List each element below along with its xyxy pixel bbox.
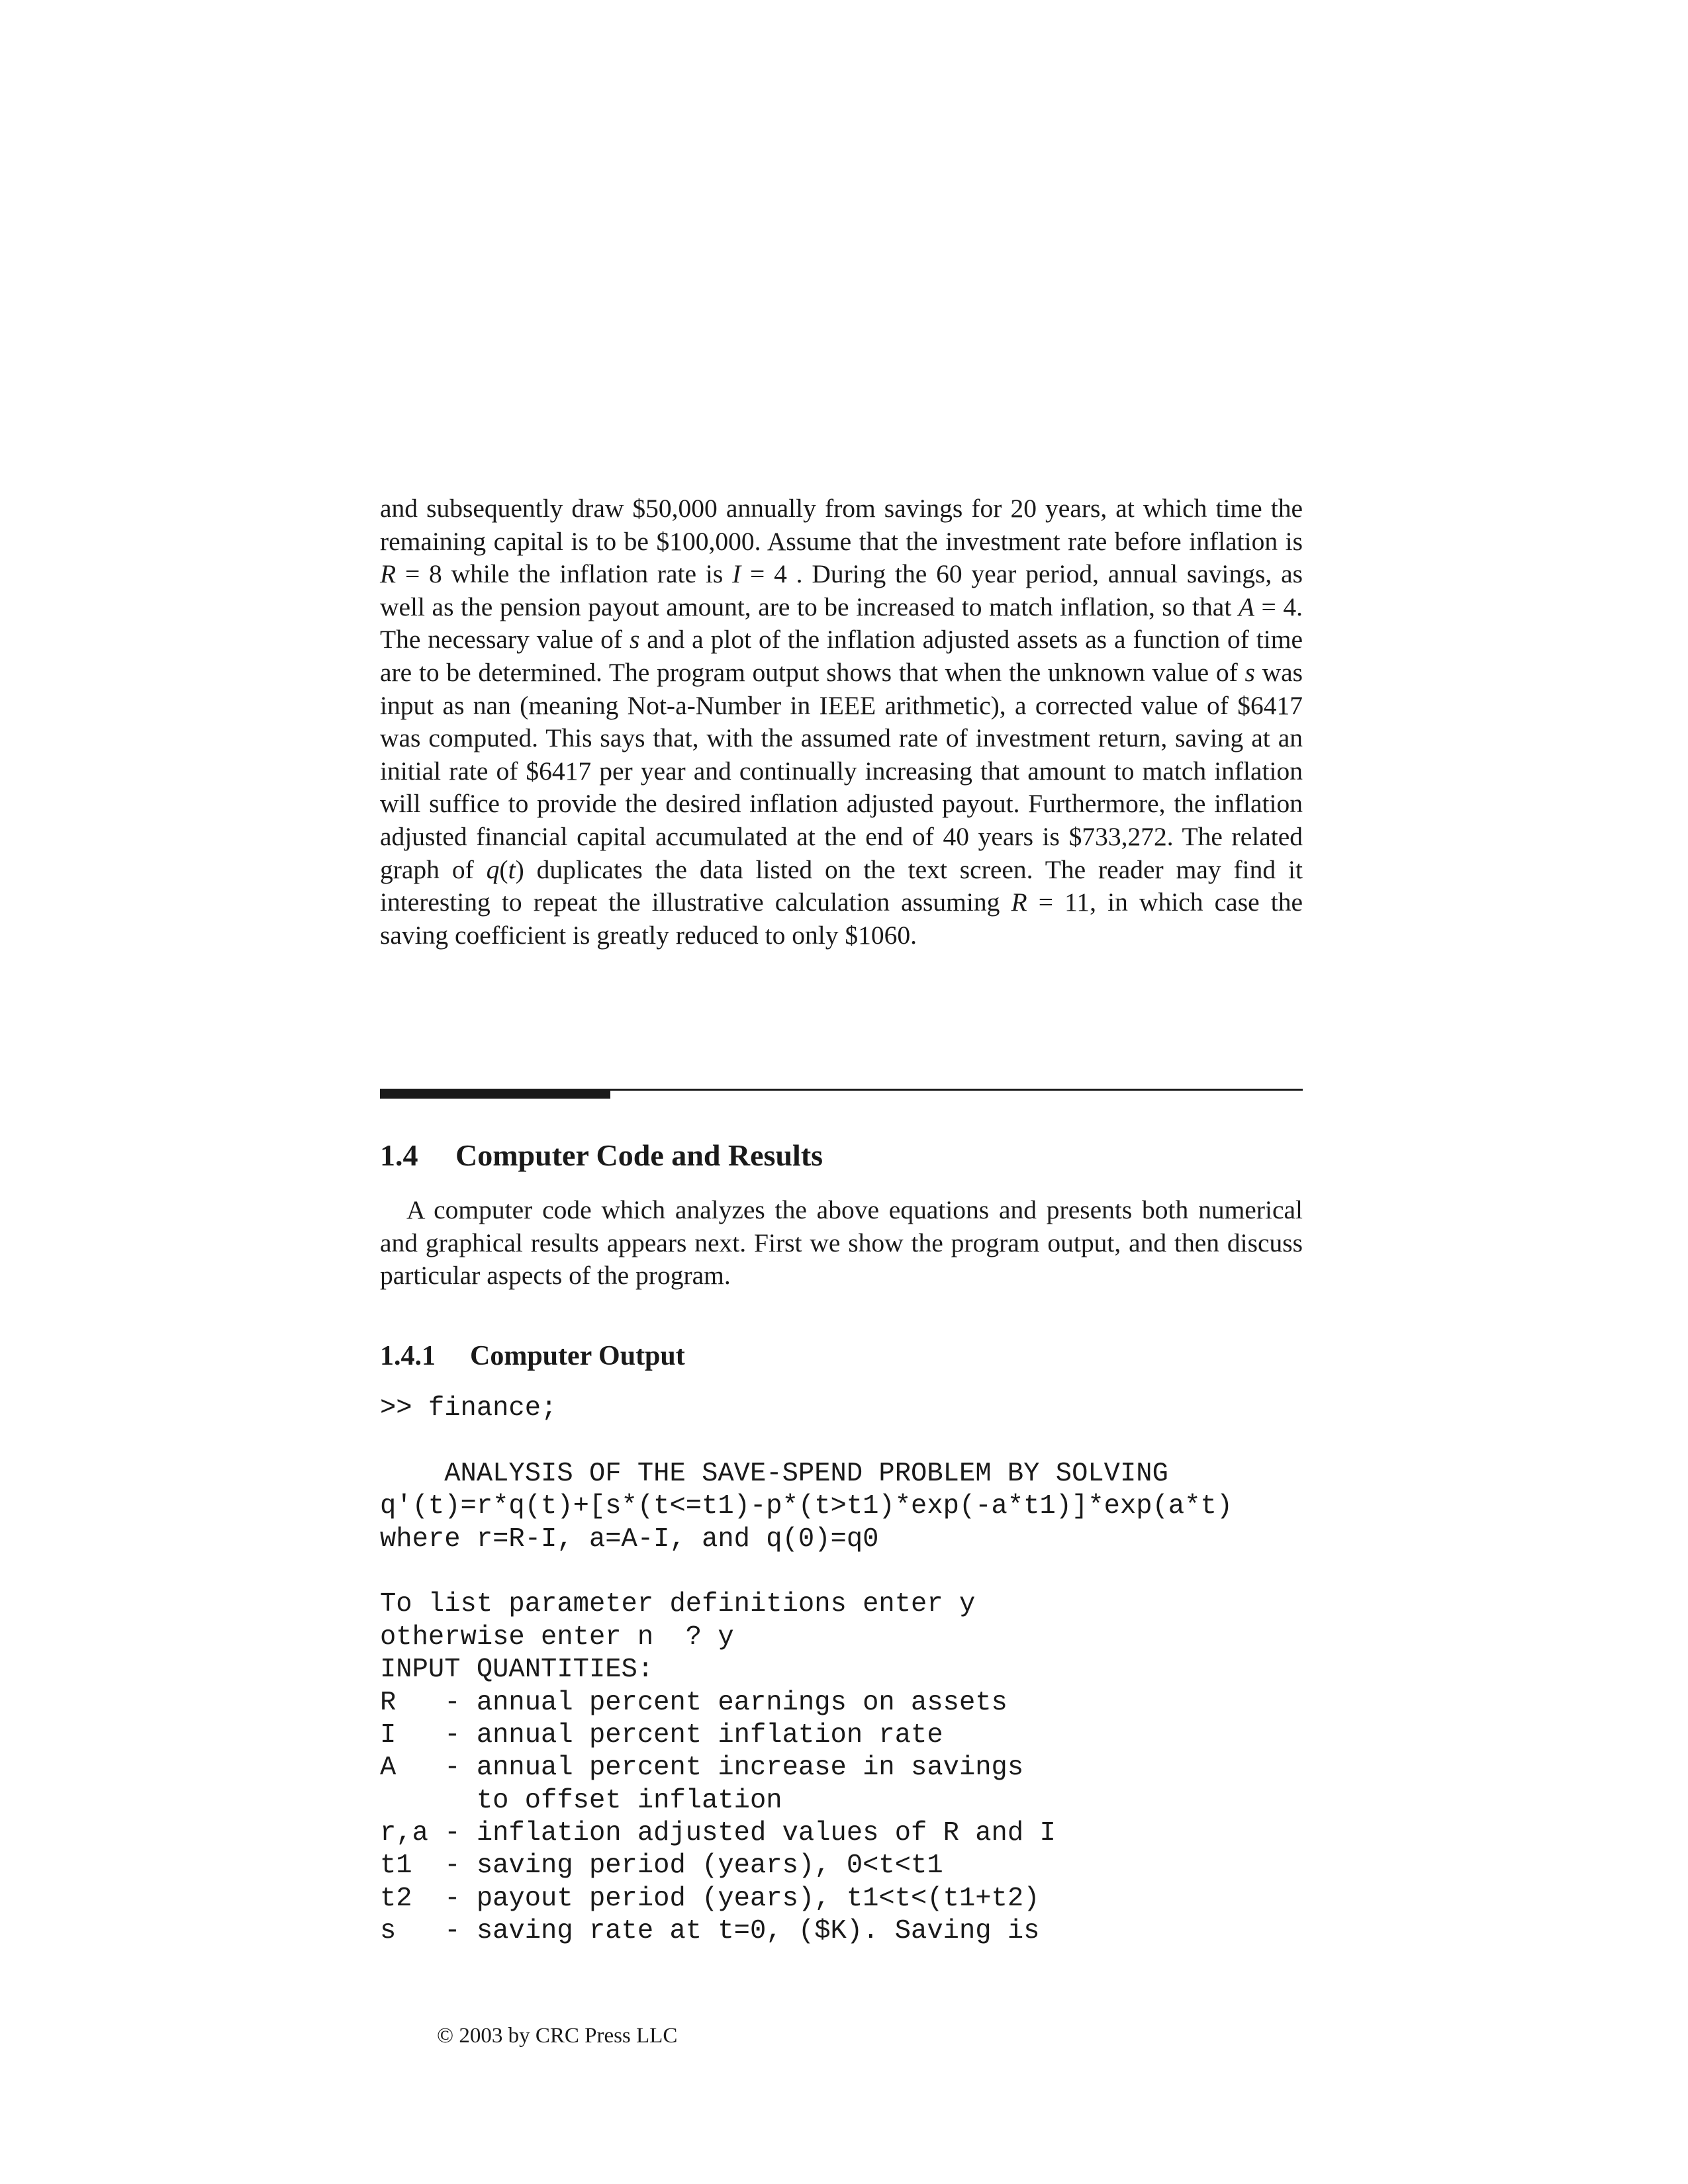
code-line: r,a - inflation adjusted values of R and I: [380, 1818, 1056, 1849]
paragraph-text-run: = 8 while the inflation rate is: [396, 559, 733, 589]
paragraph-text-run: = 4. The necessary value of: [380, 592, 1303, 655]
math-variable: q: [486, 854, 500, 884]
code-line: INPUT QUANTITIES:: [380, 1655, 654, 1686]
section-heading: [380, 1137, 823, 1174]
copyright-footer: © 2003 by CRC Press LLC: [437, 2024, 678, 2048]
section-title: Computer Code and Results: [455, 1138, 823, 1172]
section-paragraph-text: A computer code which analyzes the above equations and presents both numerical and graphical results appears next. First we show the program output, and then discuss particular aspects of the program.: [380, 1195, 1303, 1291]
paragraph-text-run: = 4 . During the 60 year period, annual savings, as well as the pension payout amount, are to be increased to match inflation, so that: [380, 559, 1303, 621]
math-variable: s: [629, 625, 640, 655]
code-line: R - annual percent earnings on assets: [380, 1687, 1008, 1718]
subsection-heading: [380, 1339, 685, 1373]
code-line: To list parameter definitions enter y: [380, 1589, 976, 1620]
section-divider: [380, 1089, 1303, 1102]
subsection-number: 1.4.1: [380, 1341, 436, 1371]
code-line: >> finance;: [380, 1393, 557, 1424]
intro-paragraph-text: [380, 492, 1303, 952]
math-variable: t: [508, 854, 516, 884]
math-variable: R: [1011, 887, 1027, 917]
code-line: I - annual percent inflation rate: [380, 1719, 943, 1751]
paragraph-text-run: ) duplicates the data listed on the text screen. The reader may find it interesting to repeat the illustrative calculation assuming: [380, 854, 1303, 917]
paragraph-text-run: (: [499, 854, 508, 884]
code-line: where r=R-I, a=A-I, and q(0)=q0: [380, 1524, 879, 1555]
code-line: q'(t)=r*q(t)+[s*(t<=t1)-p*(t>t1)*exp(-a*t1)]*exp(a*t): [380, 1491, 1233, 1522]
paragraph-text-run: and subsequently draw $50,000 annually from savings for 20 years, at which time the remaining capital is to be $100,000. Assume that the investment rate before inflation is: [380, 494, 1303, 556]
intro-paragraph: [380, 492, 1303, 952]
section-paragraph: [380, 1194, 1303, 1293]
program-output-listing: [380, 1392, 1303, 1948]
code-line: [380, 1425, 1303, 1457]
paragraph-text-run: was input as nan (meaning Not-a-Number in IEEE arithmetic), a corrected value of $6417 was computed. This says that, with the assumed rate of investment return, saving at an initial rate of $6417 per year and continually increasing that amount to match inflation will suffice to provide the desired inflation adjusted payout. Furthermore, the inflation adjusted financial capital accumulated at the end of 40 years is $733,272. The related graph of: [380, 657, 1303, 884]
code-line: otherwise enter n ? y: [380, 1621, 734, 1653]
code-line: A - annual percent increase in savings: [380, 1752, 1024, 1784]
code-line: t1 - saving period (years), 0<t<t1: [380, 1850, 943, 1882]
subsection-title: Computer Output: [470, 1341, 685, 1371]
math-variable: I: [732, 559, 741, 589]
code-line: t2 - payout period (years), t1<t<(t1+t2): [380, 1883, 1040, 1914]
code-line: [380, 1556, 1303, 1588]
divider-thick-rule: [380, 1089, 610, 1099]
code-line: s - saving rate at t=0, ($K). Saving is: [380, 1916, 1040, 1947]
math-variable: R: [380, 559, 397, 589]
section-number: 1.4: [380, 1138, 418, 1172]
math-variable: s: [1244, 657, 1255, 687]
code-line: to offset inflation: [380, 1785, 782, 1816]
math-variable: A: [1238, 592, 1254, 621]
paragraph-text-run: and a plot of the inflation adjusted assets as a function of time are to be determined. The program output shows that when the unknown value of: [380, 625, 1303, 687]
code-line: ANALYSIS OF THE SAVE-SPEND PROBLEM BY SOLVING: [380, 1458, 1168, 1489]
paragraph-text-run: = 11, in which case the saving coefficient is greatly reduced to only $1060.: [380, 887, 1303, 950]
